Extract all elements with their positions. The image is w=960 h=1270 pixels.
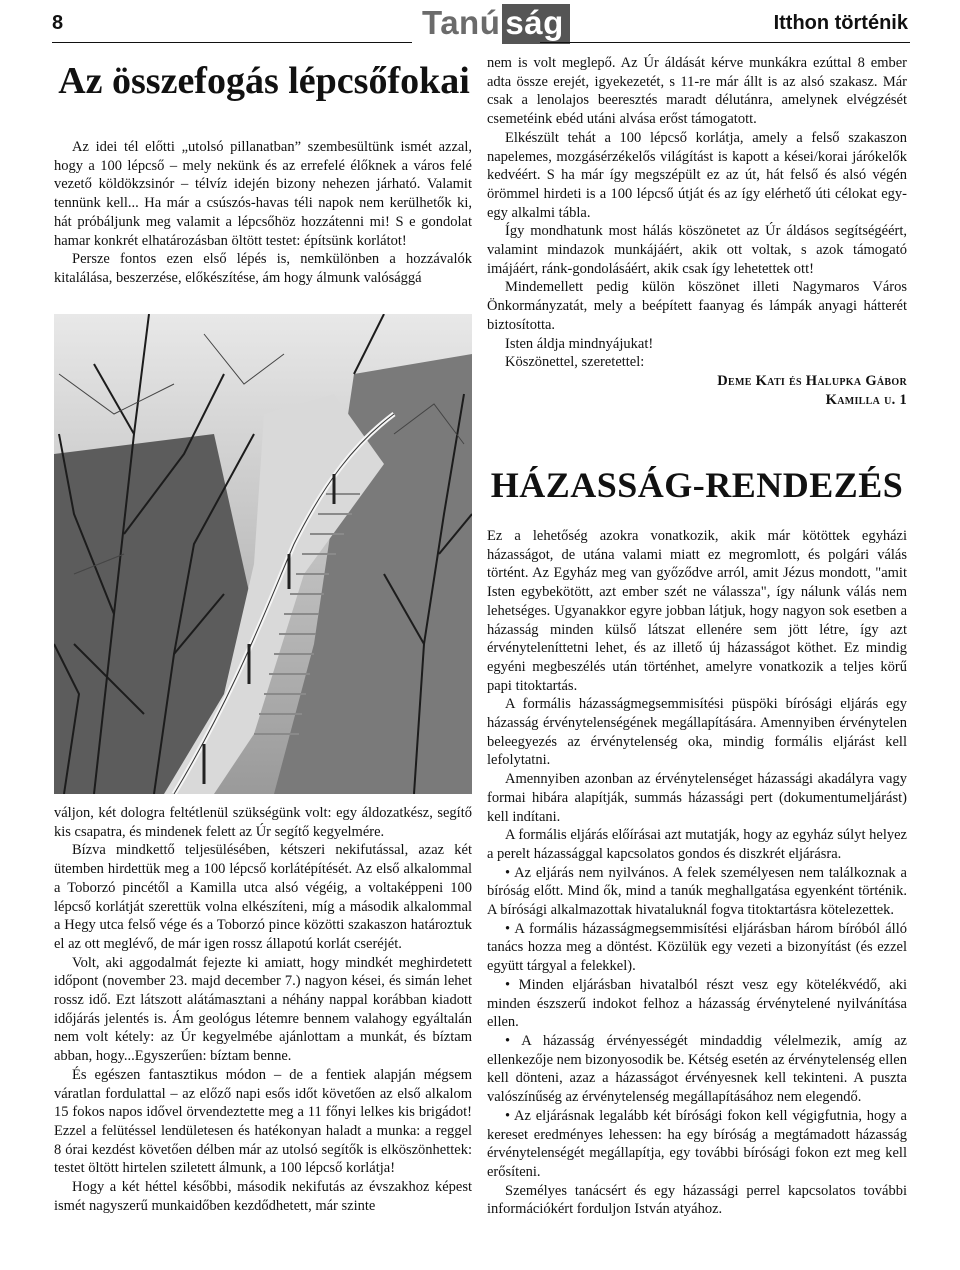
- article1-cont-p4: És egészen fantasztikus módon – de a fentiek alapján mégsem váratlan fordulattal – az előző napi esős időt követően az első alkalom 15 fokos napos idővel örvendeztette meg a 11 főnyi lelkes kis brigádot! Ezzel a felütéssel lendületesen és hatékonyan haladt a munka: a reggel 8 órai kezdést követően délben már az utolsó segítők is elköszönhettek: testet öltött hirtelen sziletett álmunk, a 100 lépcső korlátja!: [54, 1066, 472, 1177]
- article1-title: Az összefogás lépcsőfokai: [58, 60, 470, 102]
- page-number: 8: [52, 12, 64, 34]
- section-label: Itthon történik: [773, 12, 908, 34]
- article1-intro-p2: Persze fontos ezen első lépés is, nemkülönben a hozzávalók kitalálása, beszerzése, előkészítése, ám hogy álmunk valósággá: [54, 251, 472, 286]
- header-rule-right: [540, 42, 910, 43]
- signature-names: Deme Kati és Halupka Gábor: [717, 372, 907, 389]
- article2-p4: A formális eljárás előírásai azt mutatják, hogy az egyház súlyt helyez a perelt házassággal kapcsolatos gondos és diszkrét eljárásra.: [487, 827, 907, 862]
- article1-right-p6: Köszönettel, szeretettel:: [505, 354, 645, 371]
- article1-cont-p1: váljon, két dologra feltétlenül szükségünk volt: egy áldozatkész, segítő kis csapatra, és mindenek felett az Úr segítő kegyelmére.: [54, 805, 472, 840]
- article2-p6: • A formális házasságmegsemmisítési eljárásban három bíróból álló tanács hozza meg a döntést. Közülük egy vezeti a bizonyítást (és ezzel együtt tárgyal a felekkel).: [487, 920, 907, 975]
- newspaper-logo: [418, 2, 570, 44]
- article1-right-p4: Mindemellett pedig külön köszönet illeti Nagymaros Város Önkormányzatát, mely a beépített faanyag és lámpák anyagi hátterét biztosította.: [487, 279, 907, 333]
- article1-cont-p3: Volt, aki aggodalmát fejezte ki amiatt, hogy mindkét meghirdetett időpont (november 23. majd december 7.) nagyon kései, és simán lehet rossz idő. Ezt látszott alátámasztani a néhány nappal korábban kiadott időjárás jelentés is. Ám geológus létemre bennem valahogy egyáltalán nem volt kétely: az Úr kegyelmébe ajánlottam a munkát, és bíztam abban, hogy...Egyszerűen: bíztam benne.: [54, 954, 472, 1065]
- logo-part1: Tanú: [422, 4, 501, 41]
- header-rule-left: [52, 42, 412, 43]
- article2-p10: Személyes tanácsért és egy házassági perrel kapcsolatos további információkért forduljon István atyához.: [487, 1182, 907, 1218]
- article1-right-p3: Így mondhatunk most hálás köszönetet az Úr áldásos segítségéért, valamint mindazok munkájáért, akik ott voltak, s azok támogató imájáért, ránk-gondolásáért, akik csak így lehetettek ott!: [487, 223, 907, 277]
- article2-p7: • Minden eljárásban hivatalból részt vesz egy kötelékvédő, aki minden észszerű indokot felhoz a házasság érvénytelené nyilvánítása ellen.: [487, 976, 907, 1031]
- page-header: [0, 0, 960, 50]
- article1-continued: [54, 804, 472, 1215]
- stairway-photo-icon: [54, 314, 472, 794]
- article1-right-p1: nem is volt meglepő. Az Úr áldását kérve munkákra ezúttal 8 ember adta össze erejét, igyekezetét, s 11-re már állt is az alsó szakasz. Már csak a lenolajos beeresztés maradt délutánra, amelynek elvégzését csemetéink ebéd utáni alvása erőst támogatott.: [487, 55, 907, 128]
- article2-p3: Amennyiben azonban az érvénytelenséget házassági akadályra vagy formai hibára alapítják, summás házassági pert (dokumentumeljárást) kell indítani.: [487, 771, 907, 825]
- article2-body: [487, 527, 907, 1219]
- signature-address: Kamilla u. 1: [825, 391, 907, 408]
- logo-part2: ság: [502, 4, 569, 44]
- article1-intro: [54, 138, 472, 288]
- article2-p1: Ez a lehetőség azokra vonatkozik, akik már kötöttek egyházi házasságot, de utána valami miatt ez megromlott, és polgári válás történt. Az Egyház meg van győződve arról, amit Jézus mondott, "amit Isten egybekötött, azt ember szét ne válassza", így nálunk válás nem lehetséges. Ugyanakkor egyre jobban látjuk, hogy nagyon sok esetben a házasság minden külső látszat ellenére sem jött létre, így azt érvényteleníttetni lehet, és az illető új házasságot köthet. Ez mindig egyéni megbeszélés után történhet, amelyre vonatkozik a teljes körű papi titoktartás.: [487, 528, 907, 694]
- stairway-photo: [54, 314, 472, 794]
- article1-cont-p5: Hogy a két héttel későbbi, második nekifutás az évszakhoz képest ismét nagyszerű munkaidőben kezdődhetett, már szinte: [54, 1179, 472, 1214]
- article2-title: HÁZASSÁG-RENDEZÉS: [490, 465, 904, 505]
- article1-intro-p1: Az idei tél előtti „utolsó pillanatban” szembesültünk ismét azzal, hogy a 100 lépcső – mely nekünk és az errefelé élőknek a város felé vezető köldökzsinór – télvíz idején bizony nehezen járható. Valamit tennünk kell... Ha már a csúszós-havas téli napok nem kerülhetők ki, hát próbáljunk meg valamit a lépcsőhöz hozzátenni mi! S e gondolat hamar konkrét elhatározásban öltött testet: építsünk korlátot!: [54, 139, 472, 249]
- article2-p8: • A házasság érvényességét mindaddig vélelmezik, amíg az ellenkezője nem bizonyosodik be. Kétség esetén az érvénytelenség ellen kell dönteni, azaz a házasságot érvényesnek kell tekinteni. A puszta valószínűség az érvénytelenség megállapításához nem elegendő.: [487, 1032, 907, 1106]
- article2-p2: A formális házasságmegsemmisítési püspöki bírósági eljárás egy házasság érvénytelenségének megállapítására. Amennyiben érvénytelen beleegyezés az érvénytelenség oka, mindig formális eljárást kell lefolytatni.: [487, 696, 907, 769]
- article2-p5: • Az eljárás nem nyilvános. A felek személyesen nem találkoznak a bíróság előtt. Mind ők, mind a tanúk meghallgatása egyenként történik. A bírósági alkalmazottak hivataluknál fogva titoktartásra kötelezettek.: [487, 864, 907, 919]
- article1-right-column: [487, 54, 907, 409]
- article1-right-p2: Elkészült tehát a 100 lépcső korlátja, amely a felső szakaszon napelemes, mozgásérzékelős világítást is kapott a kései/korai járókelők kedvéért. S ha már így megszépült ez az út, hát felső és alsó végén örömmel hirdeti is a 100 lépcső útját és az így elérhető úti célokat egy-egy alkalmi tábla.: [487, 129, 907, 221]
- article1-cont-p2: Bízva mindkettő teljesülésében, kétszeri nekifutással, azaz két ütemben hirdettük meg a 100 lépcső korlátépítését. Az első alkalommal a Toborzó pincétől a Kamilla utca alsó végéig, a voltaképpeni 100 lépcső korlátját szerettük volna elkészíteni, míg a második alkalommal a Hegy utca felső vége és a Toborzó pince közötti szakaszon határoztuk el az ott meglévő, de már igen rossz állapotú korlát cseréjét.: [54, 842, 472, 952]
- article2-p9: • Az eljárásnak legalább két bírósági fokon kell végigfutnia, hogy a kereset eredményes lehessen: ha egy bíróság a megtámadott házasság érvénytelenségét megállapítja, egy további bírósági fokon ezt meg kell erősíteni.: [487, 1107, 907, 1180]
- article1-right-p5: Isten áldja mindnyájukat!: [505, 335, 654, 352]
